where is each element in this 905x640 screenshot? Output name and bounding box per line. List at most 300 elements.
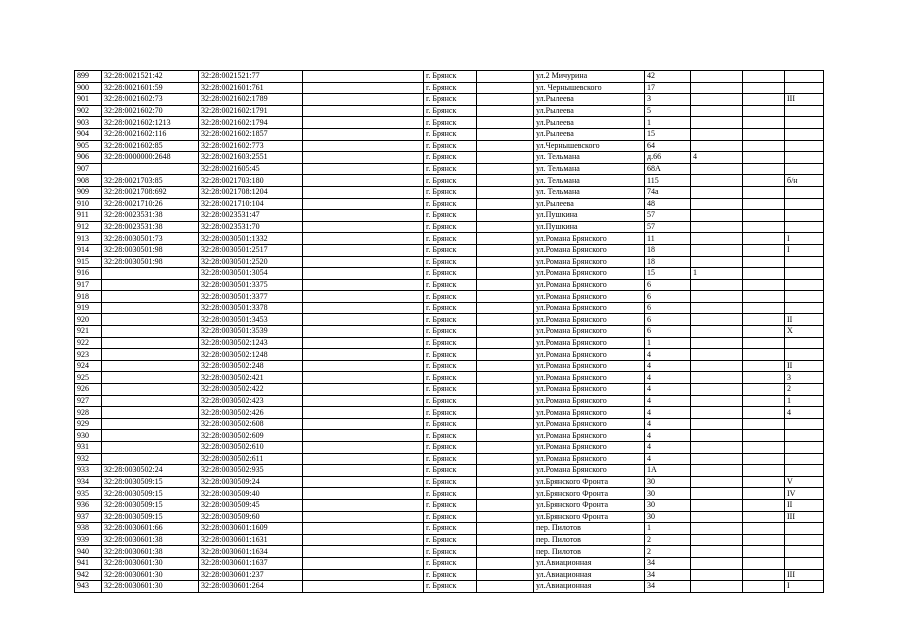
building-cell: [691, 384, 743, 396]
street-cell: ул.Романа Брянского: [534, 442, 645, 454]
street-cell: ул.Авиационная: [534, 581, 645, 593]
building-cell: [691, 349, 743, 361]
city-cell: г. Брянск: [424, 140, 477, 152]
house-number-cell: 34: [645, 581, 691, 593]
city-cell: г. Брянск: [424, 244, 477, 256]
building-cell: [691, 210, 743, 222]
empty-cell-cell: [303, 105, 424, 117]
table-row: [75, 163, 824, 175]
empty-cell-cell: [477, 499, 534, 511]
apartment-cell: I: [785, 244, 824, 256]
cadastral-number-object-cell: 32:28:0030509:45: [199, 499, 303, 511]
street-cell: ул.Чернышевского: [534, 140, 645, 152]
table-row: [75, 534, 824, 546]
empty-cell-cell: [303, 557, 424, 569]
cadastral-number-cell: [102, 337, 199, 349]
row-number-cell: 937: [75, 511, 102, 523]
apartment-cell: [785, 268, 824, 280]
empty-cell-cell: [303, 523, 424, 535]
cadastral-number-cell: [102, 163, 199, 175]
house-number-cell: 34: [645, 569, 691, 581]
empty-cell-cell: [743, 581, 785, 593]
empty-cell-cell: [477, 279, 534, 291]
row-number-cell: 902: [75, 105, 102, 117]
empty-cell-cell: [477, 546, 534, 558]
empty-cell-cell: [743, 534, 785, 546]
cadastral-number-object-cell: 32:28:0030501:3054: [199, 268, 303, 280]
city-cell: г. Брянск: [424, 557, 477, 569]
cadastral-number-cell: 32:28:0021710:26: [102, 198, 199, 210]
empty-cell-cell: [743, 105, 785, 117]
building-cell: [691, 186, 743, 198]
table-row: [75, 557, 824, 569]
house-number-cell: 4: [645, 442, 691, 454]
row-number-cell: 934: [75, 476, 102, 488]
apartment-cell: [785, 128, 824, 140]
row-number-cell: 911: [75, 210, 102, 222]
empty-cell-cell: [743, 360, 785, 372]
apartment-cell: [785, 546, 824, 558]
cadastral-number-cell: 32:28:0030509:15: [102, 488, 199, 500]
empty-cell-cell: [477, 94, 534, 106]
apartment-cell: [785, 163, 824, 175]
cadastral-number-object-cell: 32:28:0030502:608: [199, 418, 303, 430]
city-cell: г. Брянск: [424, 71, 477, 83]
city-cell: г. Брянск: [424, 233, 477, 245]
apartment-cell: [785, 71, 824, 83]
street-cell: ул.Рылеева: [534, 105, 645, 117]
street-cell: ул.Романа Брянского: [534, 326, 645, 338]
cadastral-number-cell: 32:28:0000000:2648: [102, 152, 199, 164]
empty-cell-cell: [303, 488, 424, 500]
empty-cell-cell: [303, 476, 424, 488]
cadastral-number-object-cell: 32:28:0021710:104: [199, 198, 303, 210]
row-number-cell: 932: [75, 453, 102, 465]
row-number-cell: 926: [75, 384, 102, 396]
empty-cell-cell: [303, 256, 424, 268]
empty-cell-cell: [303, 175, 424, 187]
row-number-cell: 916: [75, 268, 102, 280]
apartment-cell: [785, 302, 824, 314]
city-cell: г. Брянск: [424, 569, 477, 581]
empty-cell-cell: [303, 140, 424, 152]
table-row: [75, 186, 824, 198]
table-row: [75, 569, 824, 581]
empty-cell-cell: [477, 175, 534, 187]
street-cell: ул.Пушкина: [534, 221, 645, 233]
cadastral-number-object-cell: 32:28:0030502:610: [199, 442, 303, 454]
cadastral-number-object-cell: 32:28:0030501:1332: [199, 233, 303, 245]
row-number-cell: 918: [75, 291, 102, 303]
house-number-cell: 2: [645, 534, 691, 546]
row-number-cell: 920: [75, 314, 102, 326]
house-number-cell: 42: [645, 71, 691, 83]
city-cell: г. Брянск: [424, 418, 477, 430]
building-cell: [691, 465, 743, 477]
apartment-cell: [785, 534, 824, 546]
empty-cell-cell: [743, 117, 785, 129]
city-cell: г. Брянск: [424, 117, 477, 129]
building-cell: [691, 291, 743, 303]
empty-cell-cell: [743, 442, 785, 454]
city-cell: г. Брянск: [424, 372, 477, 384]
row-number-cell: 935: [75, 488, 102, 500]
cadastral-number-cell: 32:28:0030501:98: [102, 244, 199, 256]
cadastral-number-cell: [102, 407, 199, 419]
apartment-cell: [785, 140, 824, 152]
house-number-cell: 30: [645, 511, 691, 523]
table-row: [75, 418, 824, 430]
empty-cell-cell: [477, 442, 534, 454]
cadastral-number-cell: 32:28:0030601:30: [102, 569, 199, 581]
street-cell: ул.Рылеева: [534, 198, 645, 210]
city-cell: г. Брянск: [424, 430, 477, 442]
street-cell: ул.Рылеева: [534, 117, 645, 129]
empty-cell-cell: [303, 418, 424, 430]
empty-cell-cell: [743, 430, 785, 442]
row-number-cell: 915: [75, 256, 102, 268]
city-cell: г. Брянск: [424, 395, 477, 407]
cadastral-number-object-cell: 32:28:0030501:2517: [199, 244, 303, 256]
cadastral-number-object-cell: 32:28:0023531:70: [199, 221, 303, 233]
street-cell: ул.Романа Брянского: [534, 268, 645, 280]
house-number-cell: 5: [645, 105, 691, 117]
city-cell: г. Брянск: [424, 384, 477, 396]
cadastral-number-object-cell: 32:28:0030502:609: [199, 430, 303, 442]
empty-cell-cell: [303, 384, 424, 396]
building-cell: [691, 326, 743, 338]
cadastral-number-object-cell: 32:28:0021521:77: [199, 71, 303, 83]
empty-cell-cell: [743, 337, 785, 349]
empty-cell-cell: [743, 499, 785, 511]
cadastral-number-object-cell: 32:28:0030502:248: [199, 360, 303, 372]
empty-cell-cell: [477, 372, 534, 384]
house-number-cell: 18: [645, 244, 691, 256]
cadastral-number-cell: 32:28:0030601:38: [102, 546, 199, 558]
cadastral-number-object-cell: 32:28:0030601:1631: [199, 534, 303, 546]
cadastral-number-cell: 32:28:0030509:15: [102, 511, 199, 523]
apartment-cell: I: [785, 581, 824, 593]
cadastral-number-cell: 32:28:0021602:73: [102, 94, 199, 106]
house-number-cell: 1: [645, 337, 691, 349]
table-row: [75, 71, 824, 83]
cadastral-number-object-cell: 32:28:0030502:426: [199, 407, 303, 419]
building-cell: [691, 163, 743, 175]
cadastral-number-cell: 32:28:0021602:1213: [102, 117, 199, 129]
city-cell: г. Брянск: [424, 511, 477, 523]
row-number-cell: 912: [75, 221, 102, 233]
empty-cell-cell: [303, 407, 424, 419]
cadastral-number-cell: [102, 395, 199, 407]
cadastral-number-cell: [102, 442, 199, 454]
cadastral-number-cell: [102, 326, 199, 338]
table-row: [75, 175, 824, 187]
empty-cell-cell: [303, 326, 424, 338]
apartment-cell: III: [785, 569, 824, 581]
cadastral-number-object-cell: 32:28:0021703:180: [199, 175, 303, 187]
street-cell: ул.Романа Брянского: [534, 407, 645, 419]
empty-cell-cell: [743, 94, 785, 106]
table-row: [75, 546, 824, 558]
row-number-cell: 905: [75, 140, 102, 152]
empty-cell-cell: [477, 384, 534, 396]
house-number-cell: 1: [645, 523, 691, 535]
cadastral-number-object-cell: 32:28:0030601:1634: [199, 546, 303, 558]
house-number-cell: 1А: [645, 465, 691, 477]
row-number-cell: 942: [75, 569, 102, 581]
cadastral-number-object-cell: 32:28:0030501:3539: [199, 326, 303, 338]
building-cell: [691, 557, 743, 569]
street-cell: ул.Романа Брянского: [534, 395, 645, 407]
empty-cell-cell: [743, 128, 785, 140]
apartment-cell: [785, 117, 824, 129]
house-number-cell: 4: [645, 407, 691, 419]
house-number-cell: 30: [645, 488, 691, 500]
table-row: [75, 244, 824, 256]
building-cell: 4: [691, 152, 743, 164]
table-row: [75, 314, 824, 326]
row-number-cell: 933: [75, 465, 102, 477]
cadastral-number-object-cell: 32:28:0021708:1204: [199, 186, 303, 198]
city-cell: г. Брянск: [424, 105, 477, 117]
street-cell: ул.Романа Брянского: [534, 453, 645, 465]
empty-cell-cell: [743, 476, 785, 488]
building-cell: [691, 581, 743, 593]
street-cell: ул. Тельмана: [534, 152, 645, 164]
cadastral-number-object-cell: 32:28:0030501:3375: [199, 279, 303, 291]
city-cell: г. Брянск: [424, 268, 477, 280]
empty-cell-cell: [477, 117, 534, 129]
apartment-cell: III: [785, 94, 824, 106]
cadastral-number-cell: 32:28:0030501:73: [102, 233, 199, 245]
house-number-cell: 4: [645, 372, 691, 384]
street-cell: ул.Авиационная: [534, 569, 645, 581]
house-number-cell: 115: [645, 175, 691, 187]
empty-cell-cell: [743, 82, 785, 94]
building-cell: [691, 198, 743, 210]
empty-cell-cell: [303, 499, 424, 511]
street-cell: ул.Романа Брянского: [534, 233, 645, 245]
building-cell: [691, 442, 743, 454]
empty-cell-cell: [477, 430, 534, 442]
apartment-cell: [785, 198, 824, 210]
cadastral-number-cell: 32:28:0021602:70: [102, 105, 199, 117]
apartment-cell: X: [785, 326, 824, 338]
empty-cell-cell: [303, 186, 424, 198]
row-number-cell: 908: [75, 175, 102, 187]
cadastral-number-cell: 32:28:0030601:30: [102, 557, 199, 569]
house-number-cell: 15: [645, 128, 691, 140]
table-row: [75, 407, 824, 419]
empty-cell-cell: [743, 291, 785, 303]
city-cell: г. Брянск: [424, 175, 477, 187]
street-cell: пер. Пилотов: [534, 546, 645, 558]
street-cell: ул. Тельмана: [534, 186, 645, 198]
apartment-cell: [785, 152, 824, 164]
empty-cell-cell: [303, 71, 424, 83]
cadastral-number-cell: [102, 453, 199, 465]
table-row: [75, 82, 824, 94]
empty-cell-cell: [303, 221, 424, 233]
city-cell: г. Брянск: [424, 534, 477, 546]
table-row: [75, 117, 824, 129]
empty-cell-cell: [477, 476, 534, 488]
empty-cell-cell: [743, 465, 785, 477]
street-cell: ул. Тельмана: [534, 175, 645, 187]
table-row: [75, 476, 824, 488]
house-number-cell: 15: [645, 268, 691, 280]
house-number-cell: 18: [645, 256, 691, 268]
city-cell: г. Брянск: [424, 442, 477, 454]
empty-cell-cell: [477, 511, 534, 523]
empty-cell-cell: [477, 453, 534, 465]
empty-cell-cell: [477, 360, 534, 372]
empty-cell-cell: [477, 198, 534, 210]
table-row: [75, 326, 824, 338]
empty-cell-cell: [303, 465, 424, 477]
empty-cell-cell: [477, 82, 534, 94]
row-number-cell: 936: [75, 499, 102, 511]
empty-cell-cell: [743, 395, 785, 407]
cadastral-number-cell: [102, 302, 199, 314]
cadastral-number-object-cell: 32:28:0030502:423: [199, 395, 303, 407]
empty-cell-cell: [477, 569, 534, 581]
empty-cell-cell: [477, 395, 534, 407]
empty-cell-cell: [303, 291, 424, 303]
street-cell: ул.2 Мичурина: [534, 71, 645, 83]
building-cell: [691, 71, 743, 83]
apartment-cell: [785, 105, 824, 117]
city-cell: г. Брянск: [424, 314, 477, 326]
building-cell: [691, 430, 743, 442]
empty-cell-cell: [743, 314, 785, 326]
cadastral-number-object-cell: 32:28:0030501:2520: [199, 256, 303, 268]
apartment-cell: II: [785, 499, 824, 511]
row-number-cell: 906: [75, 152, 102, 164]
table-row: [75, 488, 824, 500]
table-row: [75, 198, 824, 210]
row-number-cell: 917: [75, 279, 102, 291]
row-number-cell: 939: [75, 534, 102, 546]
row-number-cell: 914: [75, 244, 102, 256]
table-row: [75, 384, 824, 396]
city-cell: г. Брянск: [424, 465, 477, 477]
empty-cell-cell: [477, 268, 534, 280]
empty-cell-cell: [477, 163, 534, 175]
street-cell: ул. Чернышевского: [534, 82, 645, 94]
cadastral-number-object-cell: 32:28:0030501:3378: [199, 302, 303, 314]
row-number-cell: 904: [75, 128, 102, 140]
empty-cell-cell: [743, 546, 785, 558]
table-row: [75, 105, 824, 117]
empty-cell-cell: [477, 186, 534, 198]
empty-cell-cell: [303, 546, 424, 558]
row-number-cell: 919: [75, 302, 102, 314]
table-row: [75, 395, 824, 407]
city-cell: г. Брянск: [424, 198, 477, 210]
empty-cell-cell: [743, 279, 785, 291]
cadastral-number-cell: 32:28:0030601:38: [102, 534, 199, 546]
city-cell: г. Брянск: [424, 349, 477, 361]
cadastral-number-object-cell: 32:28:0030502:421: [199, 372, 303, 384]
empty-cell-cell: [477, 210, 534, 222]
cadastral-number-object-cell: 32:28:0030509:60: [199, 511, 303, 523]
table-row: [75, 499, 824, 511]
empty-cell-cell: [303, 163, 424, 175]
empty-cell-cell: [743, 407, 785, 419]
apartment-cell: [785, 349, 824, 361]
empty-cell-cell: [477, 71, 534, 83]
cadastral-number-cell: [102, 314, 199, 326]
empty-cell-cell: [477, 407, 534, 419]
house-number-cell: 4: [645, 349, 691, 361]
house-number-cell: 4: [645, 360, 691, 372]
city-cell: г. Брянск: [424, 337, 477, 349]
table-row: [75, 152, 824, 164]
empty-cell-cell: [303, 395, 424, 407]
building-cell: [691, 105, 743, 117]
row-number-cell: 931: [75, 442, 102, 454]
empty-cell-cell: [477, 140, 534, 152]
cadastral-number-cell: [102, 372, 199, 384]
empty-cell-cell: [743, 523, 785, 535]
apartment-cell: [785, 557, 824, 569]
street-cell: ул. Тельмана: [534, 163, 645, 175]
row-number-cell: 928: [75, 407, 102, 419]
cadastral-number-cell: 32:28:0023531:38: [102, 210, 199, 222]
street-cell: ул.Романа Брянского: [534, 337, 645, 349]
house-number-cell: 6: [645, 314, 691, 326]
cadastral-number-cell: [102, 418, 199, 430]
apartment-cell: III: [785, 511, 824, 523]
cadastral-number-object-cell: 32:28:0021602:1794: [199, 117, 303, 129]
empty-cell-cell: [303, 233, 424, 245]
city-cell: г. Брянск: [424, 488, 477, 500]
cadastral-number-cell: 32:28:0021703:85: [102, 175, 199, 187]
cadastral-number-cell: [102, 384, 199, 396]
table-row: [75, 349, 824, 361]
table-row: [75, 279, 824, 291]
house-number-cell: 4: [645, 453, 691, 465]
empty-cell-cell: [303, 360, 424, 372]
city-cell: г. Брянск: [424, 326, 477, 338]
city-cell: г. Брянск: [424, 523, 477, 535]
building-cell: [691, 418, 743, 430]
street-cell: ул.Романа Брянского: [534, 291, 645, 303]
row-number-cell: 929: [75, 418, 102, 430]
building-cell: [691, 523, 743, 535]
cadastral-number-object-cell: 32:28:0030601:1637: [199, 557, 303, 569]
table-row: [75, 302, 824, 314]
street-cell: ул.Брянского Фронта: [534, 499, 645, 511]
cadastral-number-object-cell: 32:28:0021603:2551: [199, 152, 303, 164]
building-cell: [691, 569, 743, 581]
apartment-cell: [785, 221, 824, 233]
apartment-cell: [785, 430, 824, 442]
house-number-cell: 64: [645, 140, 691, 152]
building-cell: [691, 395, 743, 407]
cadastral-number-object-cell: 32:28:0021601:761: [199, 82, 303, 94]
empty-cell-cell: [743, 210, 785, 222]
cadastral-number-cell: 32:28:0021521:42: [102, 71, 199, 83]
empty-cell-cell: [303, 314, 424, 326]
row-number-cell: 922: [75, 337, 102, 349]
cadastral-number-cell: 32:28:0021708:692: [102, 186, 199, 198]
cadastral-number-cell: 32:28:0030601:30: [102, 581, 199, 593]
empty-cell-cell: [743, 175, 785, 187]
empty-cell-cell: [303, 372, 424, 384]
cadastral-number-cell: [102, 279, 199, 291]
